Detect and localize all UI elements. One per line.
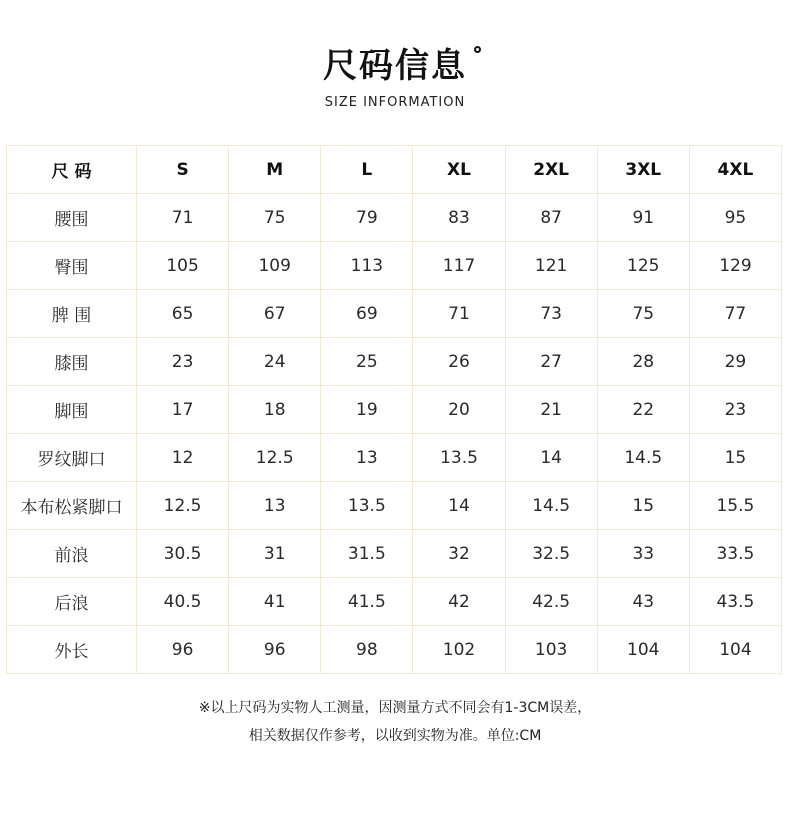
table-cell: 104 — [689, 626, 781, 674]
table-cell: 104 — [597, 626, 689, 674]
row-label: 膝围 — [7, 338, 137, 386]
row-label: 后浪 — [7, 578, 137, 626]
table-cell: 21 — [505, 386, 597, 434]
table-row — [7, 434, 782, 482]
table-cell: 96 — [229, 626, 321, 674]
footnote-line-1: ※以上尺码为实物人工测量，因测量方式不同会有1-3CM误差， — [198, 700, 592, 716]
table-cell: 13.5 — [413, 434, 505, 482]
table-cell: 96 — [137, 626, 229, 674]
table-cell: 83 — [413, 194, 505, 242]
table-cell: 41.5 — [321, 578, 413, 626]
degree-circle-icon — [474, 46, 481, 53]
table-cell: 15.5 — [689, 482, 781, 530]
page-subtitle: SIZE INFORMATION — [324, 95, 466, 110]
table-cell: 13.5 — [321, 482, 413, 530]
table-cell: 102 — [413, 626, 505, 674]
table-row — [7, 386, 782, 434]
table-cell: 12.5 — [229, 434, 321, 482]
table-cell: 77 — [689, 290, 781, 338]
row-label: 腰围 — [7, 194, 137, 242]
row-label: 臀围 — [7, 242, 137, 290]
table-cell: 27 — [505, 338, 597, 386]
header-cell-2xl: 2XL — [505, 146, 597, 194]
table-cell: 31.5 — [321, 530, 413, 578]
table-cell: 42 — [413, 578, 505, 626]
table-cell: 98 — [321, 626, 413, 674]
table-cell: 75 — [597, 290, 689, 338]
table-cell: 15 — [597, 482, 689, 530]
table-cell: 67 — [229, 290, 321, 338]
footnote-line-2: 相关数据仅作参考，以收到实物为准。单位:CM — [248, 728, 542, 744]
table-cell: 28 — [597, 338, 689, 386]
header-cell-l: L — [321, 146, 413, 194]
table-row — [7, 290, 782, 338]
table-cell: 32 — [413, 530, 505, 578]
table-cell: 42.5 — [505, 578, 597, 626]
table-cell: 26 — [413, 338, 505, 386]
row-label: 前浪 — [7, 530, 137, 578]
header-cell-xl: XL — [413, 146, 505, 194]
table-cell: 71 — [413, 290, 505, 338]
table-cell: 73 — [505, 290, 597, 338]
table-cell: 40.5 — [137, 578, 229, 626]
table-cell: 23 — [137, 338, 229, 386]
table-header-row — [7, 146, 782, 194]
table-cell: 103 — [505, 626, 597, 674]
table-cell: 65 — [137, 290, 229, 338]
header-cell-s: S — [137, 146, 229, 194]
footnote — [0, 694, 790, 750]
row-label: 外长 — [7, 626, 137, 674]
row-label: 脚围 — [7, 386, 137, 434]
table-cell: 12 — [137, 434, 229, 482]
table-cell: 33 — [597, 530, 689, 578]
table-cell: 125 — [597, 242, 689, 290]
table-row — [7, 482, 782, 530]
table-cell: 87 — [505, 194, 597, 242]
table-cell: 14.5 — [505, 482, 597, 530]
table-cell: 14 — [505, 434, 597, 482]
table-cell: 22 — [597, 386, 689, 434]
table-cell: 20 — [413, 386, 505, 434]
header-cell-size-label: 尺 码 — [7, 146, 137, 194]
table-cell: 71 — [137, 194, 229, 242]
table-cell: 24 — [229, 338, 321, 386]
table-cell: 15 — [689, 434, 781, 482]
table-cell: 31 — [229, 530, 321, 578]
table-cell: 113 — [321, 242, 413, 290]
table-cell: 43.5 — [689, 578, 781, 626]
row-label: 脾 围 — [7, 290, 137, 338]
table-cell: 105 — [137, 242, 229, 290]
table-cell: 29 — [689, 338, 781, 386]
header-cell-3xl: 3XL — [597, 146, 689, 194]
table-row — [7, 530, 782, 578]
table-cell: 75 — [229, 194, 321, 242]
table-cell: 13 — [321, 434, 413, 482]
header-cell-m: M — [229, 146, 321, 194]
table-cell: 12.5 — [137, 482, 229, 530]
table-cell: 17 — [137, 386, 229, 434]
table-cell: 91 — [597, 194, 689, 242]
table-cell: 129 — [689, 242, 781, 290]
table-cell: 69 — [321, 290, 413, 338]
row-label: 本布松紧脚口 — [7, 482, 137, 530]
title-wrap — [323, 44, 467, 88]
table-cell: 30.5 — [137, 530, 229, 578]
table-cell: 23 — [689, 386, 781, 434]
table-cell: 13 — [229, 482, 321, 530]
table-cell: 18 — [229, 386, 321, 434]
size-table — [6, 145, 782, 674]
table-row — [7, 338, 782, 386]
table-cell: 32.5 — [505, 530, 597, 578]
table-cell: 109 — [229, 242, 321, 290]
table-row — [7, 194, 782, 242]
table-row — [7, 578, 782, 626]
table-cell: 25 — [321, 338, 413, 386]
table-cell: 14 — [413, 482, 505, 530]
table-cell: 121 — [505, 242, 597, 290]
page-title: 尺码信息 — [323, 46, 467, 86]
table-cell: 117 — [413, 242, 505, 290]
table-cell: 43 — [597, 578, 689, 626]
table-cell: 19 — [321, 386, 413, 434]
header — [0, 44, 790, 112]
table-cell: 33.5 — [689, 530, 781, 578]
table-row — [7, 626, 782, 674]
table-cell: 79 — [321, 194, 413, 242]
table-row — [7, 242, 782, 290]
table-cell: 95 — [689, 194, 781, 242]
header-cell-4xl: 4XL — [689, 146, 781, 194]
table-cell: 41 — [229, 578, 321, 626]
row-label: 罗纹脚口 — [7, 434, 137, 482]
table-cell: 14.5 — [597, 434, 689, 482]
size-table-body — [7, 146, 782, 674]
